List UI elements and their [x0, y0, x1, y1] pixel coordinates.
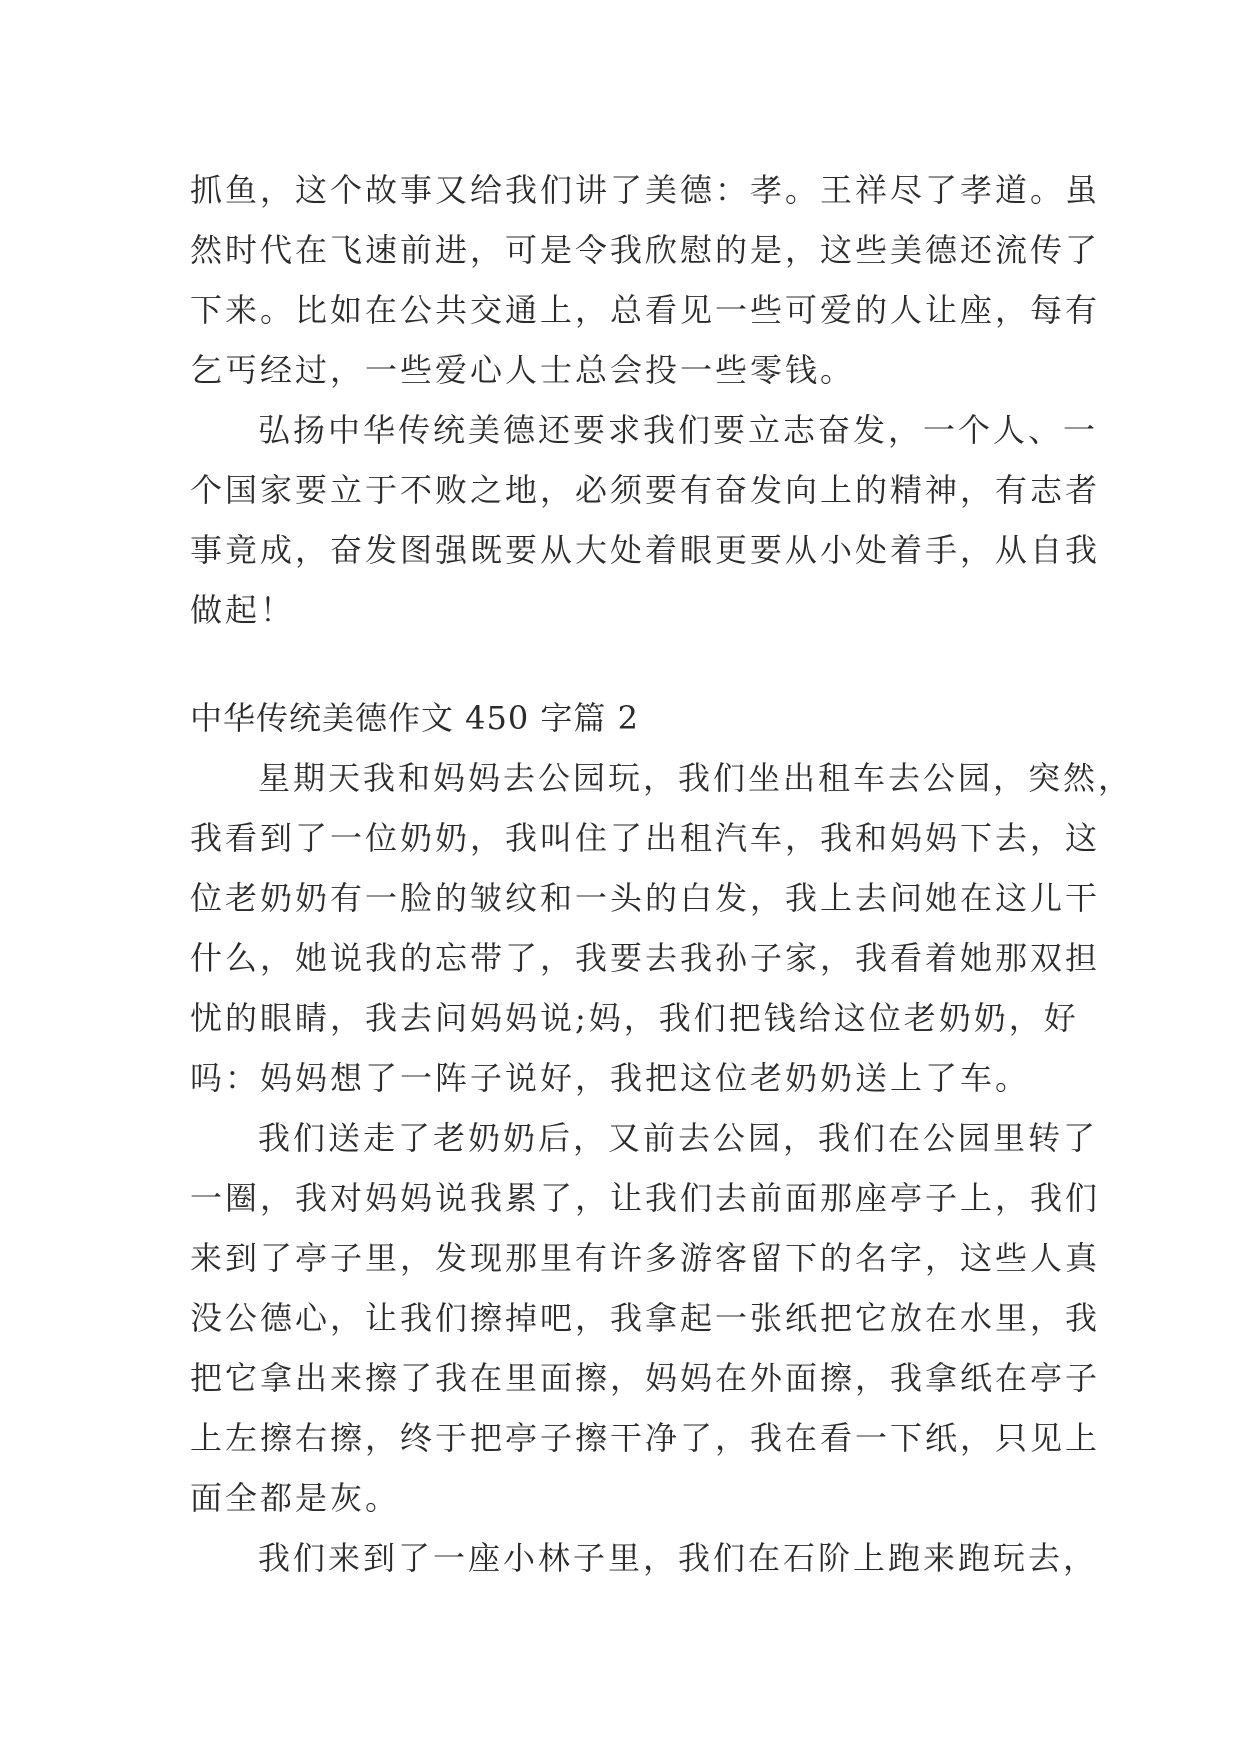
- text-line: 我看到了一位奶奶，我叫住了出租汽车，我和妈妈下去，这: [190, 819, 1101, 857]
- text-line: 星期天我和妈妈去公园玩，我们坐出租车去公园，突然，: [258, 759, 1134, 797]
- section-heading: 中华传统美德作文 450 字篇 2: [190, 699, 639, 737]
- text-line: 把它拿出来擦了我在里面擦，妈妈在外面擦，我拿纸在亭子: [190, 1359, 1101, 1397]
- paragraph: [190, 400, 1101, 640]
- section-gap: [190, 640, 1060, 688]
- paragraph: [190, 1108, 1101, 1528]
- text-line: 没公德心，让我们擦掉吧，我拿起一张纸把它放在水里，我: [190, 1299, 1101, 1337]
- text-line: 什么，她说我的忘带了，我要去我孙子家，我看着她那双担: [190, 939, 1101, 977]
- text-line: 吗：妈妈想了一阵子说好，我把这位老奶奶送上了车。: [190, 1059, 1031, 1097]
- text-line: 个国家要立于不败之地，必须要有奋发向上的精神，有志者: [190, 471, 1101, 509]
- text-line: 上左擦右擦，终于把亭子擦干净了，我在看一下纸，只见上: [190, 1419, 1101, 1457]
- text-line: 忧的眼睛，我去问妈妈说;妈，我们把钱给这位老奶奶，好: [190, 999, 1079, 1037]
- text-line: 弘扬中华传统美德还要求我们要立志奋发，一个人、一: [258, 411, 1099, 449]
- text-line: 我们送走了老奶奶后，又前去公园，我们在公园里转了: [258, 1119, 1099, 1157]
- text-line: 然时代在飞速前进，可是令我欣慰的是，这些美德还流传了: [190, 231, 1101, 269]
- text-line: 乞丐经过，一些爱心人士总会投一些零钱。: [190, 351, 856, 389]
- document-body: [190, 160, 1134, 1588]
- paragraph: [190, 160, 1101, 400]
- text-line: 位老奶奶有一脸的皱纹和一头的白发，我上去问她在这儿干: [190, 879, 1101, 917]
- text-line: 事竟成，奋发图强既要从大处着眼更要从小处着手，从自我: [190, 531, 1101, 569]
- text-line: 来到了亭子里，发现那里有许多游客留下的名字，这些人真: [190, 1239, 1101, 1277]
- text-line: 做起！: [190, 591, 296, 629]
- paragraph: [190, 748, 1134, 1108]
- text-line: 面全都是灰。: [190, 1479, 401, 1517]
- text-line: 下来。比如在公共交通上，总看见一些可爱的人让座，每有: [190, 291, 1101, 329]
- text-line: 抓鱼，这个故事又给我们讲了美德：孝。王祥尽了孝道。虽: [190, 171, 1101, 209]
- text-line: 我们来到了一座小林子里，我们在石阶上跑来跑玩去，: [258, 1539, 1099, 1577]
- paragraph: [190, 1528, 1099, 1588]
- text-line: 一圈，我对妈妈说我累了，让我们去前面那座亭子上，我们: [190, 1179, 1101, 1217]
